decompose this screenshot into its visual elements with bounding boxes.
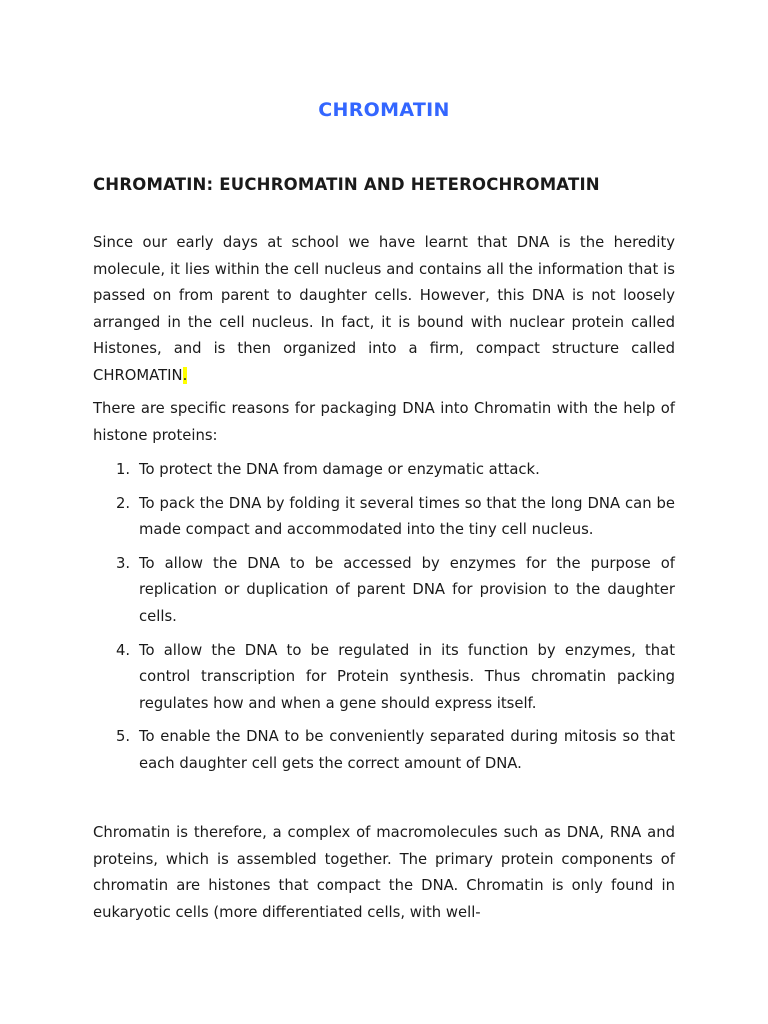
highlighted-period: . xyxy=(182,366,188,384)
intro-paragraph xyxy=(93,230,675,390)
list-item xyxy=(93,551,675,631)
list-item-text: To allow the DNA to be regulated in its function by enzymes, that control transcription for Protein synthesis. Thus chromatin packing regulates how and when a gene should express itself. xyxy=(139,641,675,712)
list-item xyxy=(93,457,675,484)
reasons-intro-paragraph: There are specific reasons for packaging DNA into Chromatin with the help of histone proteins: xyxy=(93,400,675,444)
list-item-number: 4. xyxy=(116,641,131,659)
intro-paragraph-text: Since our early days at school we have learnt that DNA is the heredity molecule, it lies within the cell nucleus and contains all the information that is passed on from parent to daughter cells. However, this DNA is not loosely arranged in the cell nucleus. In fact, it is bound with nuclear protein called Histones, and is then organized into a firm, compact structure called CHROMATIN xyxy=(93,234,675,384)
list-item-number: 3. xyxy=(116,554,131,572)
list-item-text: To pack the DNA by folding it several times so that the long DNA can be made compact and accommodated into the tiny cell nucleus. xyxy=(139,494,675,539)
list-item-number: 5. xyxy=(116,728,131,746)
list-item xyxy=(93,724,675,777)
list-item xyxy=(93,638,675,718)
definition-paragraph: Chromatin is therefore, a complex of macromolecules such as DNA, RNA and proteins, which is assembled together. The primary protein components of chromatin are histones that compact the DNA. Chromatin is only found in eukaryotic cells (more differentiated cells, with well- xyxy=(93,824,675,921)
document-title: CHROMATIN xyxy=(318,99,450,121)
list-item-number: 2. xyxy=(116,494,131,512)
list-item-text: To enable the DNA to be conveniently separated during mitosis so that each daughter cell gets the correct amount of DNA. xyxy=(139,728,675,772)
list-item xyxy=(93,491,675,544)
list-item-number: 1. xyxy=(116,461,131,478)
section-heading: CHROMATIN: EUCHROMATIN AND HETEROCHROMATIN xyxy=(93,175,600,194)
list-item-text: To protect the DNA from damage or enzymatic attack. xyxy=(139,461,540,478)
reasons-list xyxy=(93,457,675,785)
list-item-text: To allow the DNA to be accessed by enzymes for the purpose of replication or duplication of parent DNA for provision to the daughter cells. xyxy=(139,554,675,625)
